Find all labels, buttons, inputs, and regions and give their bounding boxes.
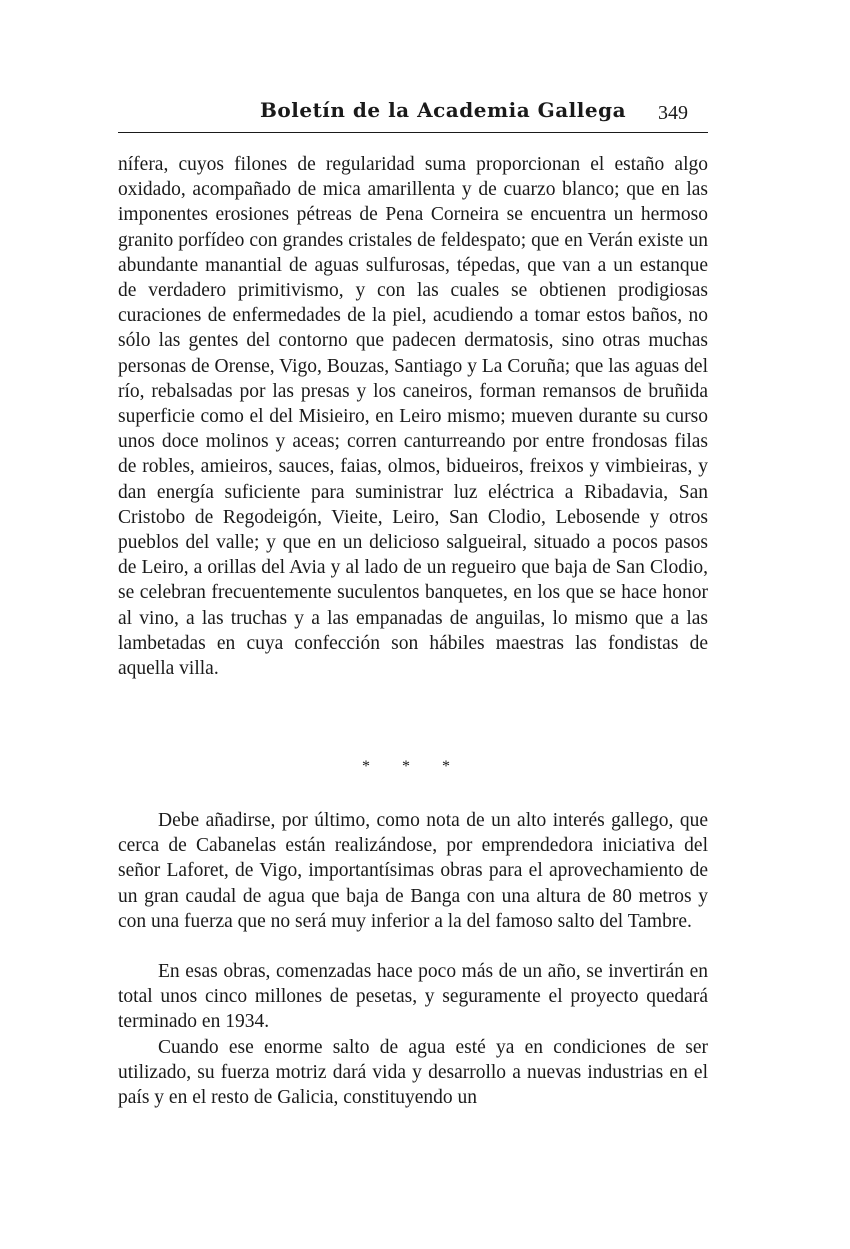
page-header	[118, 92, 708, 133]
running-title: Boletín de la Academia Gallega	[260, 98, 627, 122]
paragraph-4: Cuando ese enorme salto de agua esté ya en condiciones de ser utilizado, su fuerza motriz dará vida y desarrollo a nuevas industrias en el país y en el resto de Galicia, constituyendo un	[118, 1037, 708, 1109]
page-number: 349	[658, 102, 688, 124]
paragraph-3: En esas obras, comenzadas hace poco más de un año, se invertirán en total unos cinco millones de pesetas, y seguramente el proyecto quedará terminado en 1934.	[118, 961, 708, 1033]
section-separator: * * *	[362, 758, 464, 775]
paragraph-2: Debe añadirse, por último, como nota de un alto interés gallego, que cerca de Cabanelas están realizándose, por emprendedora iniciativa del señor Laforet, de Vigo, importantísimas obras para el aprovechamiento de un gran caudal de agua que baja de Banga con una altura de 80 metros y con una fuerza que no será muy inferior a la del famoso salto del Tambre.	[118, 810, 708, 932]
paragraph-1: nífera, cuyos filones de regularidad suma proporcionan el estaño algo oxidado, acompañado de mica amarillenta y de cuarzo blanco; que en las imponentes erosiones pétreas de Pena Corneira se encuentra un hermoso granito porfídeo con grandes cristales de feldespato; que en Verán existe un abundante manantial de aguas sulfurosas, tépedas, que van a un estanque de verdadero primitivismo, y con las cuales se obtienen prodigiosas curaciones de enfermedades de la piel, acudiendo a tomar estos baños, no sólo las gentes del contorno que padecen dermatosis, sino otras muchas personas de Orense, Vigo, Bouzas, Santiago y La Coruña; que las aguas del río, rebalsadas por las presas y los caneiros, forman remansos de bruñida superficie como el del Misieiro, en Leiro mismo; mueven durante su curso unos doce molinos y aceas; corren canturreando por entre frondosas filas de robles, amieiros, sauces, faias, olmos, bidueiros, freixos y vimbieiras, y dan energía suficiente para suministrar luz eléctrica a Ribadavia, San Cristobo de Regodeigón, Vieite, Leiro, San Clodio, Lebosende y otros pueblos del valle; y que en un delicioso salgueiral, situado a pocos pasos de Leiro, a orillas del Avia y al lado de un regueiro que baja de San Clodio, se celebran frecuentemente suculentos banquetes, en los que se hace honor al vino, a las truchas y a las empanadas de anguilas, lo mismo que a las lambetadas en cuya confección son hábiles maestras las fondistas de aquella villa.	[118, 154, 708, 680]
